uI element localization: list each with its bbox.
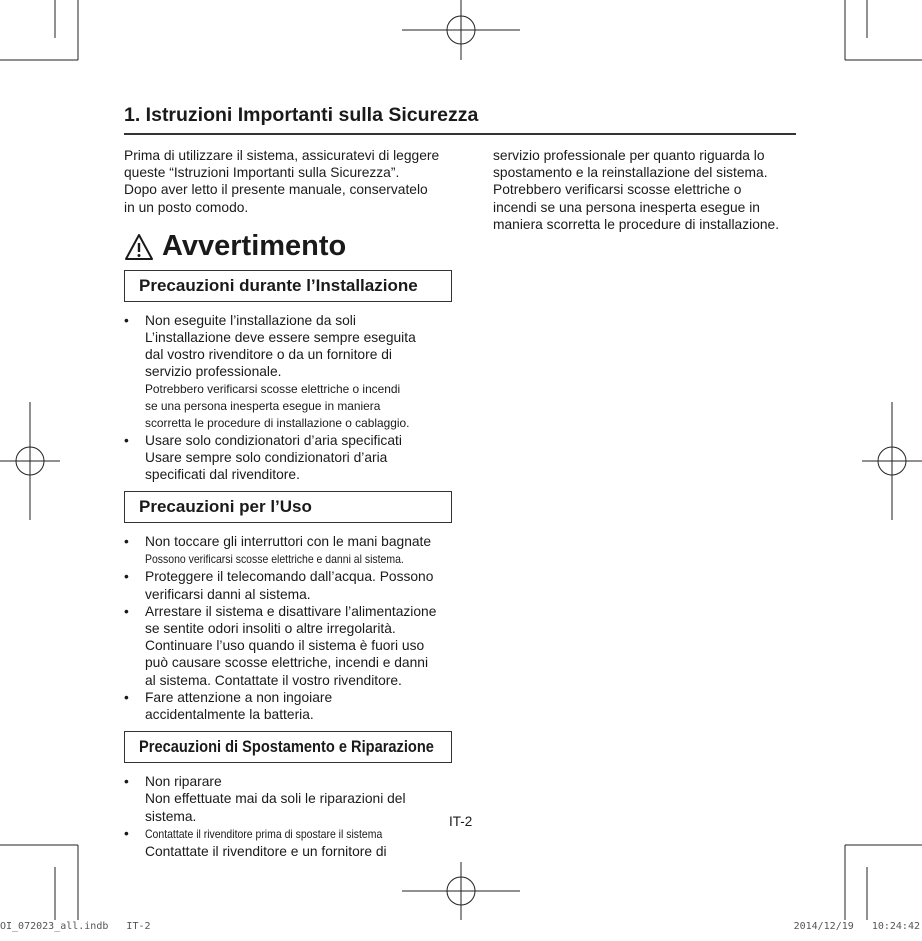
footer-timestamp: 2014/12/19 10:24:42 — [793, 921, 920, 932]
intro-line: in un posto comodo. — [124, 199, 249, 215]
page-title: 1. Istruzioni Importanti sulla Sicurezza — [124, 104, 796, 135]
item-note: Possono verificarsi scosse elettriche e danni al sistema. — [145, 552, 404, 567]
list-item — [124, 689, 452, 723]
continued-text: servizio professionale per quanto riguarda lo — [493, 148, 765, 163]
item-note: Contattate il rivenditore prima di spostare il sistema — [145, 826, 383, 841]
continued-text: maniera scorretta le procedure di installazione. — [493, 216, 780, 232]
bullet: • — [124, 312, 129, 328]
bullet: • — [124, 603, 129, 619]
footer-file-info: OI_072023_all.indb IT-2 — [0, 921, 151, 932]
section-header-use: Precauzioni per l’Uso — [124, 491, 452, 523]
list-item — [124, 773, 452, 825]
bullet: • — [124, 569, 129, 585]
item-note: scorretta le procedure di installazione o cablaggio. — [145, 415, 410, 430]
bullet: • — [124, 825, 129, 841]
left-column — [124, 147, 452, 868]
item-text: specificati dal rivenditore. — [145, 467, 300, 483]
item-text: accidentalmente la batteria. — [145, 707, 314, 723]
item-text: Proteggere il telecomando dall’acqua. Possono — [145, 569, 434, 585]
list-item — [124, 603, 452, 689]
right-column — [493, 147, 798, 233]
intro-line: Prima di utilizzare il sistema, assicuratevi di leggere — [124, 148, 440, 163]
item-text: servizio professionale. — [145, 364, 282, 380]
intro-line: queste “Istruzioni Importanti sulla Sicurezza”. — [124, 165, 400, 181]
item-text: Usare sempre solo condizionatori d’aria — [145, 449, 388, 465]
continued-text: incendi se una persona inesperta esegue in — [493, 199, 760, 215]
list-item — [124, 432, 452, 484]
item-text: Arrestare il sistema e disattivare l’alimentazione — [145, 603, 437, 619]
installation-list — [124, 312, 452, 483]
use-list — [124, 533, 452, 723]
continued-text: spostamento e la reinstallazione del sistema. — [493, 165, 768, 181]
item-text: Contattate il rivenditore e un fornitore di — [145, 843, 387, 859]
item-text: Non riparare — [145, 774, 222, 790]
continued-text: Potrebbero verificarsi scosse elettriche o — [493, 182, 742, 198]
item-text: sistema. — [145, 808, 197, 824]
list-item — [124, 568, 452, 602]
list-item — [124, 825, 452, 860]
item-text: verificarsi danni al sistema. — [145, 586, 311, 602]
item-text: Usare solo condizionatori d’aria specificati — [145, 432, 402, 448]
item-text: Non toccare gli interruttori con le mani bagnate — [145, 534, 432, 550]
item-text: Continuare l’uso quando il sistema è fuori uso — [145, 638, 425, 654]
item-text: L’installazione deve essere sempre eseguita — [145, 330, 416, 346]
item-text: Fare attenzione a non ingoiare — [145, 689, 333, 705]
section-header-installation: Precauzioni durante l’Installazione — [124, 270, 452, 302]
item-text: Non effettuate mai da soli le riparazioni del — [145, 791, 406, 807]
item-text: dal vostro rivenditore o da un fornitore di — [145, 347, 392, 363]
bullet: • — [124, 534, 129, 550]
list-item — [124, 312, 452, 432]
bullet: • — [124, 774, 129, 790]
bullet: • — [124, 432, 129, 448]
warning-triangle-icon — [124, 233, 154, 261]
warning-heading — [124, 228, 452, 266]
item-note: Potrebbero verificarsi scosse elettriche o incendi — [145, 381, 401, 396]
item-text: Non eseguite l’installazione da soli — [145, 312, 356, 328]
warning-title: Avvertimento — [162, 230, 347, 263]
list-item — [124, 533, 452, 568]
page-number: IT-2 — [449, 814, 473, 829]
item-note: se una persona inesperta esegue in maniera — [145, 398, 381, 413]
section-header-moving-repair: Precauzioni di Spostamento e Riparazione — [124, 731, 452, 763]
moving-repair-list — [124, 773, 452, 860]
intro-line: Dopo aver letto il presente manuale, conservatelo — [124, 182, 428, 198]
bullet: • — [124, 689, 129, 705]
item-text: se sentite odori insoliti o altre irregolarità. — [145, 621, 396, 637]
item-text: può causare scosse elettriche, incendi e danni — [145, 655, 429, 671]
item-text: al sistema. Contattate il vostro rivenditore. — [145, 672, 402, 688]
